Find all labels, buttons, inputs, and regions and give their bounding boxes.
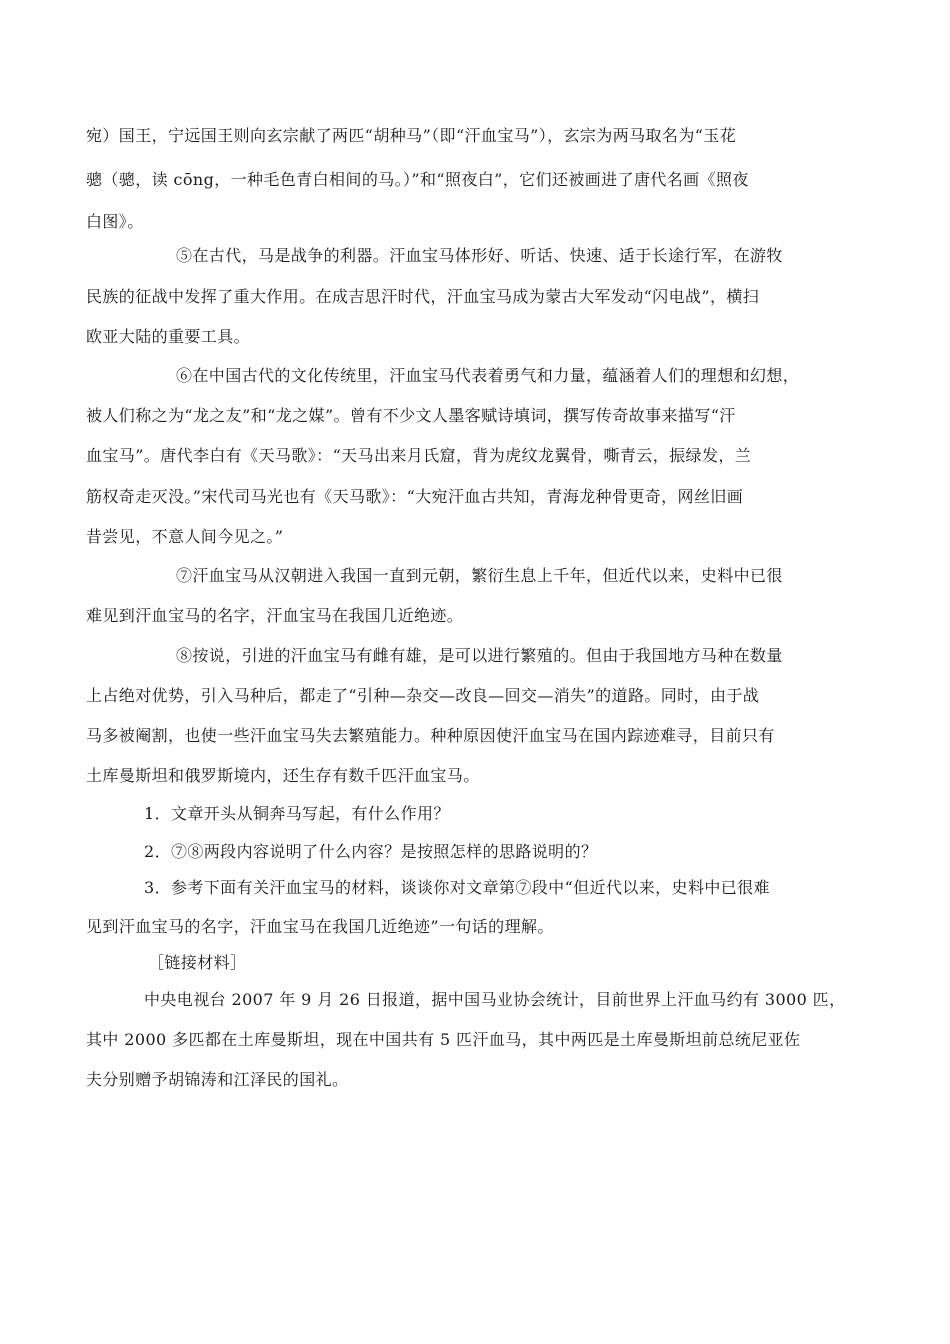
- paragraph-6-line-1: ⑥在中国古代的文化传统里，汗血宝马代表着勇气和力量，蕴涵着人们的理想和幻想，: [176, 366, 800, 385]
- question-2: 2．⑦⑧两段内容说明了什么内容？是按照怎样的思路说明的？: [144, 842, 598, 861]
- paragraph-8-line-4: 土库曼斯坦和俄罗斯境内，还生存有数千匹汗血宝马。: [86, 766, 480, 785]
- paragraph-8-line-1: ⑧按说，引进的汗血宝马有雌有雄，是可以进行繁殖的。但由于我国地方马种在数量: [176, 646, 783, 665]
- paragraph-7-line-2: 难见到汗血宝马的名字，汗血宝马在我国几近绝迹。: [86, 606, 464, 625]
- paragraph-6-line-2: 被人们称之为“龙之友”和“龙之媒”。曾有不少文人墨客赋诗填词，撰写传奇故事来描写“汗: [86, 406, 736, 425]
- link-material-heading: ［链接材料］: [148, 953, 247, 972]
- question-3-line-2: 见到汗血宝马的名字，汗血宝马在我国几近绝迹”一句话的理解。: [86, 917, 554, 936]
- paragraph-5-line-2: 民族的征战中发挥了重大作用。在成吉思汗时代，汗血宝马成为蒙古大军发动“闪电战”，横扫: [86, 287, 760, 306]
- paragraph-8-line-3: 马多被阉割，也使一些汗血宝马失去繁殖能力。种种原因使汗血宝马在国内踪迹难寻，目前只有: [86, 726, 775, 745]
- link-material-line-1: 中央电视台 2007 年 9 月 26 日报道，据中国马业协会统计，目前世界上汗血马约有 3000 匹，: [144, 990, 846, 1009]
- paragraph-6-line-4: 筋权奇走灭没。”宋代司马光也有《天马歌》：“大宛汗血古共知，青海龙种骨更奇，网丝旧画: [86, 487, 744, 506]
- paragraph-5-line-1: ⑤在古代，马是战争的利器。汗血宝马体形好、听话、快速、适于长途行军，在游牧: [176, 246, 783, 265]
- paragraph-6-line-3: 血宝马”。唐代李白有《天马歌》：“天马出来月氏窟，背为虎纹龙翼骨，嘶青云，振绿发，兰: [86, 446, 752, 465]
- paragraph-8-line-2: 上占绝对优势，引入马种后，都走了“引种—杂交—改良—回交—消失”的道路。同时，由于战: [86, 686, 760, 705]
- paragraph-5-line-3: 欧亚大陆的重要工具。: [86, 327, 251, 346]
- paragraph-4-line-2: 骢（骢，读 cōng，一种毛色青白相间的马。）”和“照夜白”，它们还被画进了唐代名画《照夜: [86, 170, 749, 189]
- paragraph-4-line-1: 宛）国王，宁远国王则向玄宗献了两匹“胡种马”（即“汗血宝马”），玄宗为两马取名为“玉花: [86, 126, 737, 145]
- paragraph-4-line-3: 白图》。: [86, 212, 144, 231]
- link-material-line-2: 其中 2000 多匹都在土库曼斯坦，现在中国共有 5 匹汗血马，其中两匹是土库曼斯坦前总统尼亚佐: [86, 1030, 801, 1049]
- question-1: 1．文章开头从铜奔马写起，有什么作用？: [144, 804, 450, 823]
- link-material-line-3: 夫分别赠予胡锦涛和江泽民的国礼。: [86, 1070, 349, 1089]
- paragraph-7-line-1: ⑦汗血宝马从汉朝进入我国一直到元朝，繁衍生息上千年，但近代以来，史料中已很: [176, 566, 783, 585]
- question-3-line-1: 3．参考下面有关汗血宝马的材料，谈谈你对文章第⑦段中“但近代以来，史料中已很难: [144, 878, 770, 897]
- paragraph-6-line-5: 昔尝见，不意人间今见之。”: [86, 527, 284, 546]
